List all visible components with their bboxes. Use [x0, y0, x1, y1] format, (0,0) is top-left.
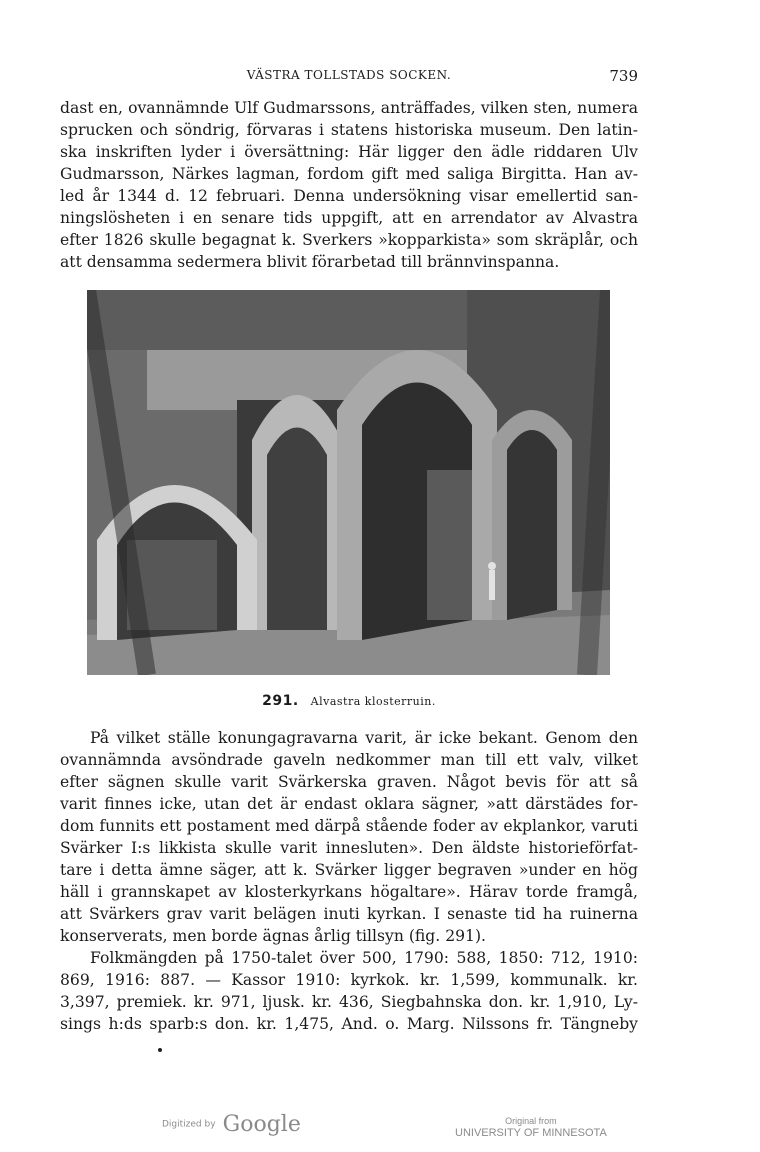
text-line: sings h:ds sparb:s don. kr. 1,475, And. o. Marg. Nilssons fr. Tängneby [60, 1015, 638, 1033]
text-line: 869, 1916: 887. — Kassor 1910: kyrkok. kr. 1,599, kommunalk. kr. [60, 971, 638, 989]
institution-name: UNIVERSITY OF MINNESOTA [455, 1127, 607, 1139]
paragraph-2 [60, 727, 638, 1035]
text-line: Gudmarsson, Närkes lagman, fordom gift med saliga Birgitta. Han av- [60, 165, 638, 183]
text-line: att densamma sedermera blivit förarbetad till brännvinspanna. [60, 253, 560, 271]
page-number: 739 [609, 67, 638, 85]
text-line: sprucken och söndrig, förvaras i statens historiska museum. Den latin- [60, 121, 638, 139]
text-line: ovannämnda avsöndrade gaveln nedkommer man till ett valv, vilket [60, 751, 638, 769]
digitized-label: Digitized by [162, 1119, 216, 1130]
text-line: varit finnes icke, utan det är endast oklara sägner, »att därstädes for- [60, 795, 638, 813]
text-line: dom funnits ett postament med därpå stående foder av ekplankor, varuti [60, 817, 638, 835]
text-line: häll i grannskapet av klosterkyrkans högaltare». Härav torde framgå, [60, 883, 638, 901]
text-line: dast en, ovannämnde Ulf Gudmarssons, anträffades, vilken sten, numera [60, 99, 638, 117]
text-line: efter sägnen skulle varit Svärkerska graven. Något bevis för att så [60, 773, 638, 791]
text-line: ska inskriften lyder i översättning: Här ligger den ädle riddaren Ulv [60, 143, 638, 161]
original-from [455, 1115, 607, 1139]
text-line: konserverats, men borde ägnas årlig tillsyn (fig. 291). [60, 927, 487, 945]
figure-photograph [87, 290, 610, 675]
figure-caption [60, 693, 638, 709]
text-line: På vilket ställe konungagravarna varit, är icke bekant. Genom den [90, 729, 638, 747]
text-line: att Svärkers grav varit belägen inuti kyrkan. I senaste tid ha ruinerna [60, 905, 638, 923]
page-header [60, 68, 638, 88]
text-line: Folkmängden på 1750-talet över 500, 1790: 588, 1850: 712, 1910: [90, 949, 638, 967]
text-line: ningslösheten i en senare tids uppgift, att en arrendator av Alvastra [60, 209, 638, 227]
running-title: VÄSTRA TOLLSTADS SOCKEN. [246, 68, 452, 82]
text-line: efter 1826 skulle begagnat k. Sverkers »kopparkista» som skräplår, och [60, 231, 638, 249]
digitized-by-google [162, 1112, 301, 1137]
text-line: 3,397, premiek. kr. 971, ljusk. kr. 436, Siegbahnska don. kr. 1,910, Ly- [60, 993, 638, 1011]
google-logo: Google [222, 1112, 301, 1137]
figure-number: 291. [262, 693, 299, 709]
text-line: Svärker I:s likkista skulle varit innesluten». Den äldste historieförfat- [60, 839, 638, 857]
paragraph-1 [60, 97, 638, 273]
ink-dot [158, 1048, 162, 1052]
original-from-label: Original from [505, 1116, 557, 1126]
text-line: led år 1344 d. 12 februari. Denna undersökning visar emellertid san- [60, 187, 638, 205]
caption-text: Alvastra klosterruin. [310, 695, 436, 708]
abbey-ruin-illustration [87, 290, 610, 675]
text-line: tare i detta ämne säger, att k. Svärker ligger begraven »under en hög [60, 861, 638, 879]
